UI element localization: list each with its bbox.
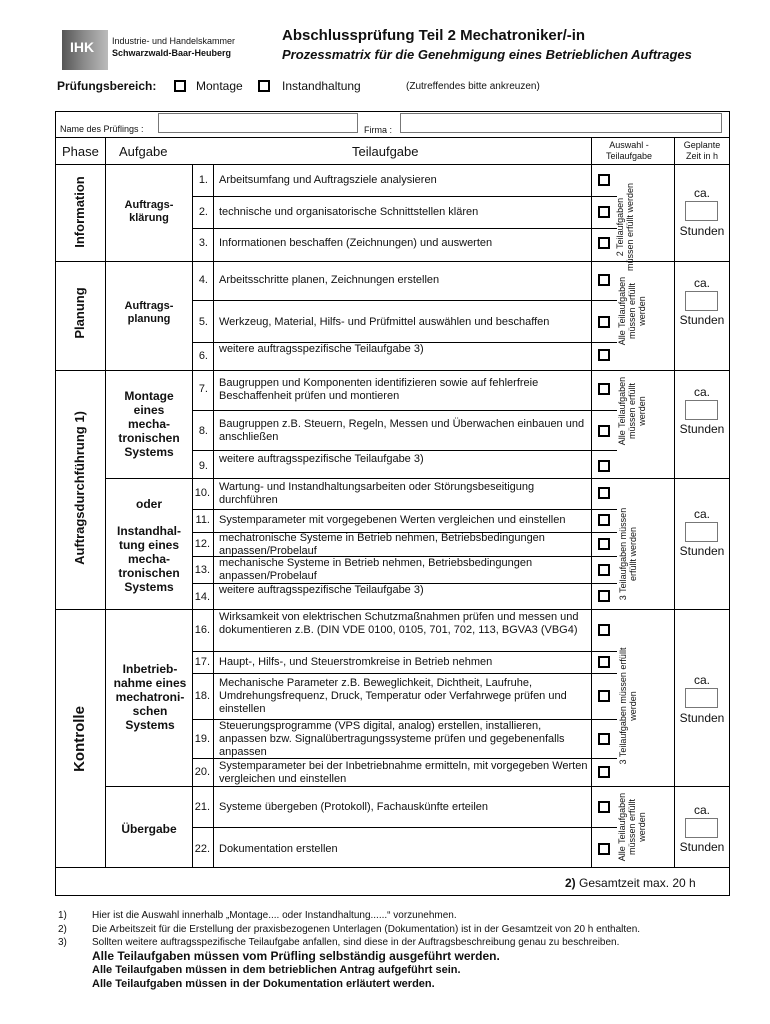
stunden-label: Stunden bbox=[679, 840, 725, 854]
task-checkbox[interactable] bbox=[598, 590, 610, 602]
ca-label: ca. bbox=[693, 803, 710, 817]
row-number: 3. bbox=[198, 237, 208, 249]
task-text: Werkzeug, Material, Hilfs- und Prüfmittel auswählen und beschaffen bbox=[219, 316, 550, 328]
task-text: Mechanische Parameter z.B. Beweglichkeit, Dichtheit, Laufruhe, Umdrehungsfrequenz, Druck, Temperatur oder Verfahrwege prüfen und einstellen bbox=[219, 677, 567, 715]
hours-input[interactable] bbox=[685, 818, 718, 838]
instandhaltung-checkbox[interactable] bbox=[258, 80, 270, 92]
stunden-label: Stunden bbox=[679, 422, 725, 436]
header-auswahl: Auswahl - Teilaufgabe bbox=[605, 140, 653, 161]
ca-label: ca. bbox=[693, 385, 710, 399]
montage-checkbox[interactable] bbox=[174, 80, 186, 92]
header-teilaufgabe: Teilaufgabe bbox=[352, 144, 419, 159]
aufgabe-auftragsklaerung: Auftrags- klärung bbox=[124, 199, 174, 224]
task-text: Haupt-, Hilfs-, und Steuerstromkreise in Betrieb nehmen bbox=[219, 656, 493, 668]
bold-note: Alle Teilaufgaben müssen vom Prüfling selbständig ausgeführt werden. bbox=[92, 949, 500, 963]
row-number: 19. bbox=[194, 733, 210, 745]
row-number: 18. bbox=[194, 690, 210, 702]
stunden-label: Stunden bbox=[679, 544, 725, 558]
task-checkbox[interactable] bbox=[598, 624, 610, 636]
hours-input[interactable] bbox=[685, 400, 718, 420]
task-checkbox[interactable] bbox=[598, 349, 610, 361]
footnote-marker: 1) bbox=[58, 910, 67, 921]
page-subtitle: Prozessmatrix für die Genehmigung eines Betrieblichen Auftrages bbox=[282, 47, 692, 62]
task-text: weitere auftragsspezifische Teilaufgabe 3) bbox=[219, 453, 424, 465]
task-checkbox[interactable] bbox=[598, 383, 610, 395]
row-number: 9. bbox=[198, 460, 208, 472]
aufgabe-auftragsplanung: Auftrags- planung bbox=[124, 300, 174, 325]
row-number: 2. bbox=[198, 206, 208, 218]
task-checkbox[interactable] bbox=[598, 564, 610, 576]
selection-note: 3 Teilaufgaben müssen erfüllt werden bbox=[618, 507, 638, 601]
footnote-marker: 3) bbox=[58, 937, 67, 948]
task-text: weitere auftragsspezifische Teilaufgabe 3) bbox=[219, 343, 424, 355]
aufgabe-uebergabe: Übergabe bbox=[121, 822, 177, 836]
task-checkbox[interactable] bbox=[598, 237, 610, 249]
task-checkbox[interactable] bbox=[598, 538, 610, 550]
task-text: mechanische Systeme in Betrieb nehmen, Betriebsbedingungen anpassen/Probelauf bbox=[219, 557, 533, 582]
name-input[interactable] bbox=[158, 113, 358, 133]
row-number: 16. bbox=[194, 624, 210, 636]
task-checkbox[interactable] bbox=[598, 766, 610, 778]
phase-information: Information bbox=[72, 176, 87, 248]
name-label: Name des Prüflings : bbox=[60, 124, 144, 134]
row-number: 6. bbox=[198, 350, 208, 362]
phase-planung: Planung bbox=[72, 287, 87, 339]
row-number: 10. bbox=[194, 487, 210, 499]
row-number: 1. bbox=[198, 174, 208, 186]
task-text: Informationen beschaffen (Zeichnungen) und auswerten bbox=[219, 237, 493, 249]
task-text: Baugruppen und Komponenten identifizieren sowie auf fehlerfreie Beschaffenheit prüfen und montieren bbox=[219, 377, 539, 402]
task-text: Systeme übergeben (Protokoll), Fachauskünfte erteilen bbox=[219, 801, 489, 813]
task-checkbox[interactable] bbox=[598, 206, 610, 218]
task-checkbox[interactable] bbox=[598, 690, 610, 702]
row-number: 22. bbox=[194, 843, 210, 855]
hours-input[interactable] bbox=[685, 201, 718, 221]
task-text: technische und organisatorische Schnittstellen klären bbox=[219, 206, 479, 218]
total-time: 2) Gesamtzeit max. 20 h bbox=[565, 876, 696, 890]
bold-note: Alle Teilaufgaben müssen in der Dokumentation erläutert werden. bbox=[92, 978, 435, 990]
ca-label: ca. bbox=[693, 673, 710, 687]
selection-note: Alle Teilaufgaben müssen erfüllt werden bbox=[617, 276, 647, 346]
task-checkbox[interactable] bbox=[598, 425, 610, 437]
header-zeit: Geplante Zeit in h bbox=[683, 140, 721, 161]
task-text: Steuerungsprogramme (VPS digital, analog) erstellen, installieren, anpassen bzw. Signalübertragungssysteme prüfen und gegebenenfalls anpassen bbox=[219, 720, 565, 758]
row-number: 17. bbox=[194, 656, 210, 668]
row-number: 12. bbox=[194, 538, 210, 550]
task-text: Wartung- und Instandhaltungsarbeiten oder Störungsbeseitigung durchführen bbox=[219, 481, 535, 506]
instandhaltung-label: Instandhaltung bbox=[282, 79, 361, 93]
footnote-marker: 2) bbox=[58, 924, 67, 935]
task-checkbox[interactable] bbox=[598, 514, 610, 526]
task-text: Baugruppen z.B. Steuern, Regeln, Messen und Überwachen einbauen und anschließen bbox=[219, 418, 585, 443]
selection-note: 2 Teilaufgaben müssen erfüllt werden bbox=[615, 182, 635, 272]
aufgabe-montage: Montage eines mecha- tronischen Systems bbox=[118, 389, 180, 459]
ca-label: ca. bbox=[693, 186, 710, 200]
footnote-text: Hier ist die Auswahl innerhalb „Montage.... oder Instandhaltung......“ vorzunehmen. bbox=[92, 910, 457, 921]
row-number: 20. bbox=[194, 766, 210, 778]
header-aufgabe: Aufgabe bbox=[119, 144, 168, 159]
hours-input[interactable] bbox=[685, 688, 718, 708]
footnote-text: Sollten weitere auftragsspezifische Teilaufgabe anfallen, sind diese in der Auftragsbeschreibung genau zu beschreiben. bbox=[92, 937, 620, 948]
task-text: Systemparameter mit vorgegebenen Werten vergleichen und einstellen bbox=[219, 514, 566, 526]
row-number: 13. bbox=[194, 564, 210, 576]
row-number: 14. bbox=[194, 591, 210, 603]
task-checkbox[interactable] bbox=[598, 174, 610, 186]
task-checkbox[interactable] bbox=[598, 843, 610, 855]
phase-auftragsdurchfuehrung: Auftragsdurchführung 1) bbox=[72, 411, 87, 565]
task-checkbox[interactable] bbox=[598, 460, 610, 472]
task-text: weitere auftragsspezifische Teilaufgabe 3) bbox=[219, 584, 424, 596]
task-checkbox[interactable] bbox=[598, 801, 610, 813]
task-checkbox[interactable] bbox=[598, 487, 610, 499]
organization-name: Industrie- und Handelskammer Schwarzwald-Baar-Heuberg bbox=[112, 36, 236, 58]
task-text: Wirksamkeit von elektrischen Schutzmaßnahmen prüfen und messen und dokumentieren z.B. (DIN VDE 0100, 0105, 701, 702, 113, BGVA3 (VBG4) bbox=[219, 611, 579, 636]
footnote-text: Die Arbeitszeit für die Erstellung der praxisbezogenen Unterlagen (Dokumentation) ist in der Gesamtzeit von 20 h enthalten. bbox=[92, 924, 641, 935]
aufgabe-inbetriebnahme: Inbetrieb- nahme eines mechatroni- schen Systems bbox=[113, 662, 187, 732]
stunden-label: Stunden bbox=[679, 711, 725, 725]
stunden-label: Stunden bbox=[679, 224, 725, 238]
task-checkbox[interactable] bbox=[598, 316, 610, 328]
row-number: 4. bbox=[198, 274, 208, 286]
row-number: 8. bbox=[198, 425, 208, 437]
task-text: Arbeitsschritte planen, Zeichnungen erstellen bbox=[219, 274, 440, 286]
row-number: 21. bbox=[194, 801, 210, 813]
pruefungsbereich-note: (Zutreffendes bitte ankreuzen) bbox=[406, 81, 540, 92]
aufgabe-oder: oder bbox=[135, 497, 162, 511]
page-title: Abschlussprüfung Teil 2 Mechatroniker/-in bbox=[282, 27, 586, 44]
task-text: Dokumentation erstellen bbox=[219, 843, 338, 855]
header-phase: Phase bbox=[62, 144, 99, 159]
task-checkbox[interactable] bbox=[598, 274, 610, 286]
firma-input[interactable] bbox=[400, 113, 722, 133]
ihk-logo: IHK bbox=[62, 30, 108, 70]
task-text: Arbeitsumfang und Auftragsziele analysieren bbox=[219, 174, 437, 186]
selection-note: Alle Teilaufgaben müssen erfüllt werden bbox=[617, 376, 647, 446]
ca-label: ca. bbox=[693, 276, 710, 290]
task-checkbox[interactable] bbox=[598, 733, 610, 745]
selection-note: Alle Teilaufgaben müssen erfüllt werden bbox=[617, 792, 647, 862]
pruefungsbereich-label: Prüfungsbereich: bbox=[57, 79, 157, 93]
hours-input[interactable] bbox=[685, 291, 718, 311]
hours-input[interactable] bbox=[685, 522, 718, 542]
bold-note: Alle Teilaufgaben müssen in dem betrieblichen Antrag aufgeführt sein. bbox=[92, 964, 461, 976]
montage-label: Montage bbox=[196, 79, 243, 93]
task-text: mechatronische Systeme in Betrieb nehmen, Betriebsbedingungen anpassen/Probelauf bbox=[219, 532, 545, 557]
row-number: 7. bbox=[198, 383, 208, 395]
ca-label: ca. bbox=[693, 507, 710, 521]
task-checkbox[interactable] bbox=[598, 656, 610, 668]
row-number: 11. bbox=[195, 514, 210, 526]
row-number: 5. bbox=[198, 316, 208, 328]
firma-label: Firma : bbox=[364, 125, 392, 135]
aufgabe-instandhaltung: Instandhal- tung eines mecha- tronischen Systems bbox=[116, 524, 181, 594]
task-text: Systemparameter bei der Inbetriebnahme ermitteln, mit vorgegeben Werten vergleichen und einstellen bbox=[219, 760, 588, 785]
stunden-label: Stunden bbox=[679, 313, 725, 327]
phase-kontrolle: Kontrolle bbox=[71, 706, 88, 772]
selection-note: 3 Teilaufgaben müssen erfüllt werden bbox=[618, 647, 638, 765]
